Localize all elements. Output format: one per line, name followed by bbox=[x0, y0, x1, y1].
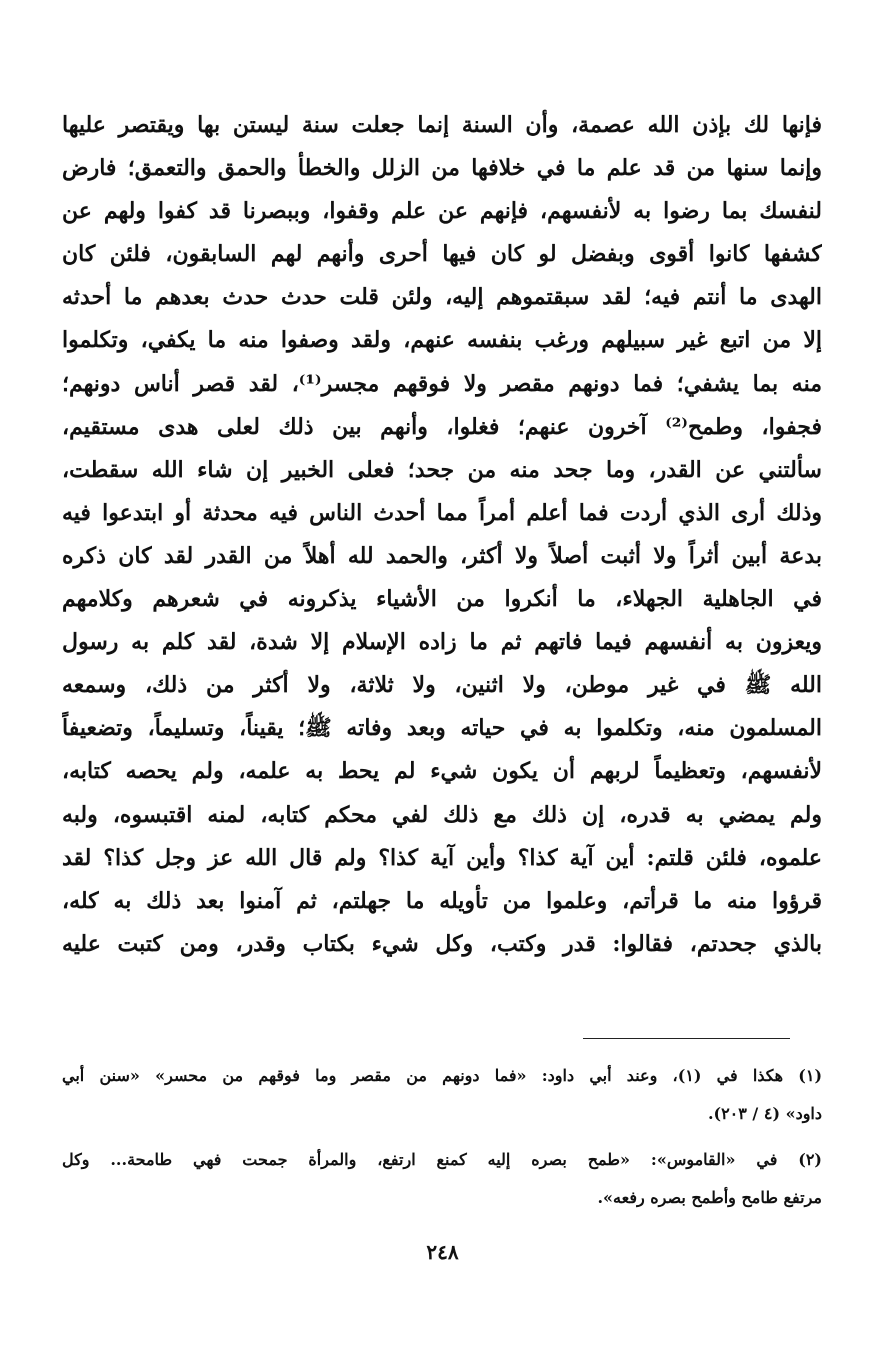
page-number: ٢٤٨ bbox=[426, 1240, 459, 1264]
text-line-1: فإنها لك بإذن الله عصمة، وأن السنة إنما جعلت سنة ليستن بها ويقتصر عليها bbox=[62, 112, 822, 138]
main-text bbox=[62, 104, 822, 966]
text-line-18: علموه، فلئن قلتم: أين آية كذا؟ وأين آية كذا؟ ولم قال الله عز وجل كذا؟ لقد bbox=[62, 844, 822, 871]
text-line-8: فجفوا، وطمح⁽²⁾ آخرون عنهم؛ فغلوا، وأنهم بين ذلك لعلى هدى مستقيم، bbox=[62, 413, 822, 440]
text-line-14: الله ﷺ في غير موطن، ولا اثنين، ولا ثلاثة، ولا أكثر من ذلك، وسمعه bbox=[62, 672, 822, 699]
footnote-1 bbox=[62, 1057, 822, 1133]
footnote-divider bbox=[583, 1038, 790, 1039]
footnote-2 bbox=[62, 1141, 822, 1217]
footnote-gap bbox=[62, 1133, 822, 1141]
text-line-16: لأنفسهم، وتعظيماً لربهم أن يكون شيء لم يحط به علمه، ولم يحصه كتابه، bbox=[62, 758, 822, 785]
footnote-1-line-2: داود» (٤ / ٢٠٣). bbox=[707, 1104, 822, 1123]
text-line-13: ويعزون به أنفسهم فيما فاتهم ثم ما زاده الإسلام إلا شدة، لقد كلم به رسول bbox=[62, 629, 822, 656]
text-line-3: لنفسك بما رضوا به لأنفسهم، فإنهم عن علم وقفوا، وببصرنا قد كفوا ولهم عن bbox=[62, 198, 822, 225]
text-line-19: قرؤوا منه ما قرأتم، وعلموا من تأويله ما جهلتم، ثم آمنوا بعد ذلك به كله، bbox=[62, 887, 822, 914]
text-line-7: منه بما يشفي؛ فما دونهم مقصر ولا فوقهم مجسر⁽¹⁾، لقد قصر أناس دونهم؛ bbox=[62, 370, 822, 397]
footnotes bbox=[62, 1057, 822, 1217]
footnote-1-line-1: (١) هكذا في (١)، وعند أبي داود: «فما دونهم من مقصر وما فوقهم من محسر» «سنن أبي bbox=[62, 1066, 822, 1085]
text-line-4: كشفها كانوا أقوى وبفضل لو كان فيها أحرى وأنهم لهم السابقون، فلئن كان bbox=[62, 241, 822, 268]
text-line-6: إلا من اتبع غير سبيلهم ورغب بنفسه عنهم، ولقد وصفوا منه ما يكفي، وتكلموا bbox=[62, 327, 822, 354]
text-line-17: ولم يمضي به قدره، إن ذلك مع ذلك لفي محكم كتابه، لمنه اقتبسوه، ولبه bbox=[62, 801, 822, 828]
footnote-2-line-2: مرتفع طامح وأطمح بصره رفعه». bbox=[597, 1188, 822, 1207]
text-line-15: المسلمون منه، وتكلموا به في حياته وبعد وفاته ﷺ؛ يقيناً، وتسليماً، وتضعيفاً bbox=[62, 715, 822, 742]
text-line-5: الهدى ما أنتم فيه؛ لقد سبقتموهم إليه، ولئن قلت حدث حدث بعدهم ما أحدثه bbox=[62, 284, 822, 311]
text-line-2: وإنما سنها من قد علم ما في خلافها من الزلل والخطأ والحمق والتعمق؛ فارض bbox=[62, 155, 822, 182]
text-line-9: سألتني عن القدر، وما جحد منه من جحد؛ فعلى الخبير إن شاء الله سقطت، bbox=[62, 456, 822, 483]
footnote-2-line-1: (٢) في «القاموس»: «طمح بصره إليه كمنع ارتفع، والمرأة جمحت فهي طامحة... وكل bbox=[62, 1150, 822, 1169]
text-line-12: في الجاهلية الجهلاء، ما أنكروا من الأشياء يذكرونه في شعرهم وكلامهم bbox=[62, 586, 822, 613]
text-line-10: وذلك أرى الذي أردت فما أعلم أمراً مما أحدث الناس فيه محدثة أو ابتدعوا فيه bbox=[62, 499, 822, 526]
text-line-11: بدعة أبين أثراً ولا أثبت أصلاً ولا أكثر، والحمد لله أهلاً من القدر لقد كان ذكره bbox=[62, 542, 822, 569]
text-line-20: بالذي جحدتم، فقالوا: قدر وكتب، وكل شيء بكتاب وقدر، ومن كتبت عليه bbox=[62, 930, 822, 957]
